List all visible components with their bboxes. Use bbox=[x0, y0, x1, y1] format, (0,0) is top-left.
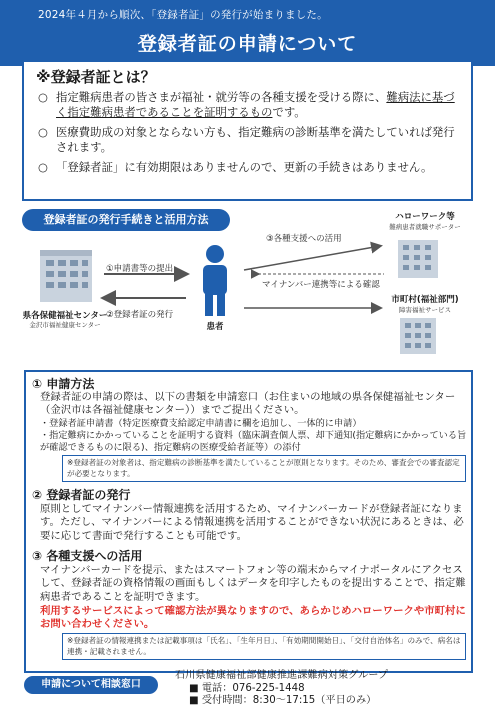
definition-box bbox=[22, 60, 473, 201]
definition-list bbox=[38, 90, 463, 180]
header-banner bbox=[0, 0, 495, 66]
support-usage-label: ③各種支援への活用 bbox=[266, 234, 342, 244]
contact-phone: ■ 電話：076-225-1448 bbox=[189, 682, 305, 694]
contact-organization: 石川県健康福祉部健康推進課難病対策グループ bbox=[175, 670, 389, 681]
step2-heading: ② 登録者証の発行 bbox=[32, 488, 131, 502]
steps-box bbox=[24, 370, 473, 673]
consultation-label: 申請について相談窓口 bbox=[24, 676, 158, 694]
step3-warning: 利用するサービスによって確認方法が異なりますので、あらかじめハローワークや市町村にお問い合わせください。 bbox=[40, 605, 466, 631]
city-office-sublabel: 障害福祉サービス bbox=[399, 306, 451, 314]
page-title: 登録者証の申請について bbox=[137, 33, 358, 55]
submit-application-label: ①申請書等の提出 bbox=[106, 264, 174, 274]
bullet-icon: ○ bbox=[38, 90, 48, 104]
step3-heading: ③ 各種支援への活用 bbox=[32, 549, 143, 563]
step3-body: マイナンバーカードを提示、またはスマートフォン等の端末からマイナポータルにアクセスして、登録者証の資格情報の画面もしくはデータを印字したものを提出することで、指定難病患者であることを証明できます。 bbox=[40, 564, 466, 603]
step1-note: ※登録者証の対象者は、指定難病の診断基準を満たしていることが原則となります。そのため、審査会での審査認定が必要となります。 bbox=[62, 455, 466, 482]
hellowork-label: ハローワーク等 bbox=[395, 212, 455, 222]
hellowork-sublabel: 難病患者就職サポーター bbox=[389, 223, 461, 231]
definition-item: ○ 「登録者証」に有効期限はありませんので、更新の手続きはありません。 bbox=[38, 160, 433, 174]
bullet-icon: ○ bbox=[38, 160, 48, 174]
definition-item: ○ 指定難病患者の皆さまが福祉・就労等の各種支援を受ける際に、難病法に基づく指定難病患者であることを証明するものです。 bbox=[38, 90, 455, 119]
step1-item-1: ・登録者証申請書（特定医療費支給認定申請書に欄を追加し、一体的に申請） bbox=[40, 418, 362, 429]
step1-heading: ① 申請方法 bbox=[32, 377, 95, 391]
mynumber-check-label: マイナンバー連携等による確認 bbox=[262, 280, 380, 290]
flow-section-title: 登録者証の発行手続きと活用方法 bbox=[22, 209, 230, 231]
bullet-icon: ○ bbox=[38, 125, 48, 139]
issue-certificate-label: ②登録者証の発行 bbox=[106, 310, 174, 320]
city-office-building-icon bbox=[400, 318, 436, 354]
hellowork-building-icon bbox=[398, 240, 438, 278]
patient-label: 患者 bbox=[206, 322, 224, 332]
notice-text: 2024年４月から順次、「登録者証」の発行が始まりました。 bbox=[38, 9, 328, 21]
health-center-sublabel: 金沢市福祉健康センター bbox=[29, 321, 101, 329]
contact-info bbox=[175, 670, 388, 708]
city-office-label: 市町村(福祉部門) bbox=[391, 295, 459, 305]
health-center-label: 県各保健福祉センター bbox=[22, 311, 108, 321]
office-building-icon bbox=[40, 250, 92, 302]
step2-body: 原則としてマイナンバー情報連携を活用するため、マイナンバーカードが登録者証になります。ただし、マイナンバーによる情報連携を活用することができない状況にあるときは、必要に応じて書面で発行することも可能です。 bbox=[40, 503, 464, 542]
step3-note: ※登録者証の情報連携または記載事項は「氏名」、「生年月日」、「有効期間開始日」、「交付自治体名」のみで、病名は連携・記載されません。 bbox=[62, 633, 466, 660]
contact-hours: ■ 受付時間：8:30〜17:15（平日のみ） bbox=[189, 695, 377, 706]
step1-body: 登録者証の申請の際は、以下の書類を申請窓口（お住まいの地域の県各保健福祉センター（金沢市は各福祉健康センター））までご提出ください。 bbox=[40, 391, 456, 417]
definition-item: ○ 医療費助成の対象とならない方も、指定難病の診断基準を満たしていれば発行されます。 bbox=[38, 125, 455, 154]
step1-item-2: ・指定難病にかかっていることを証明する資料（臨床調査個人票、却下通知(指定難病にかかっている旨が確認できるものに限る)、指定難病の医療受給者証等）の添付 bbox=[40, 430, 467, 453]
patient-figure-icon bbox=[203, 245, 227, 316]
definition-heading: ※登録者証とは？ bbox=[36, 68, 156, 86]
